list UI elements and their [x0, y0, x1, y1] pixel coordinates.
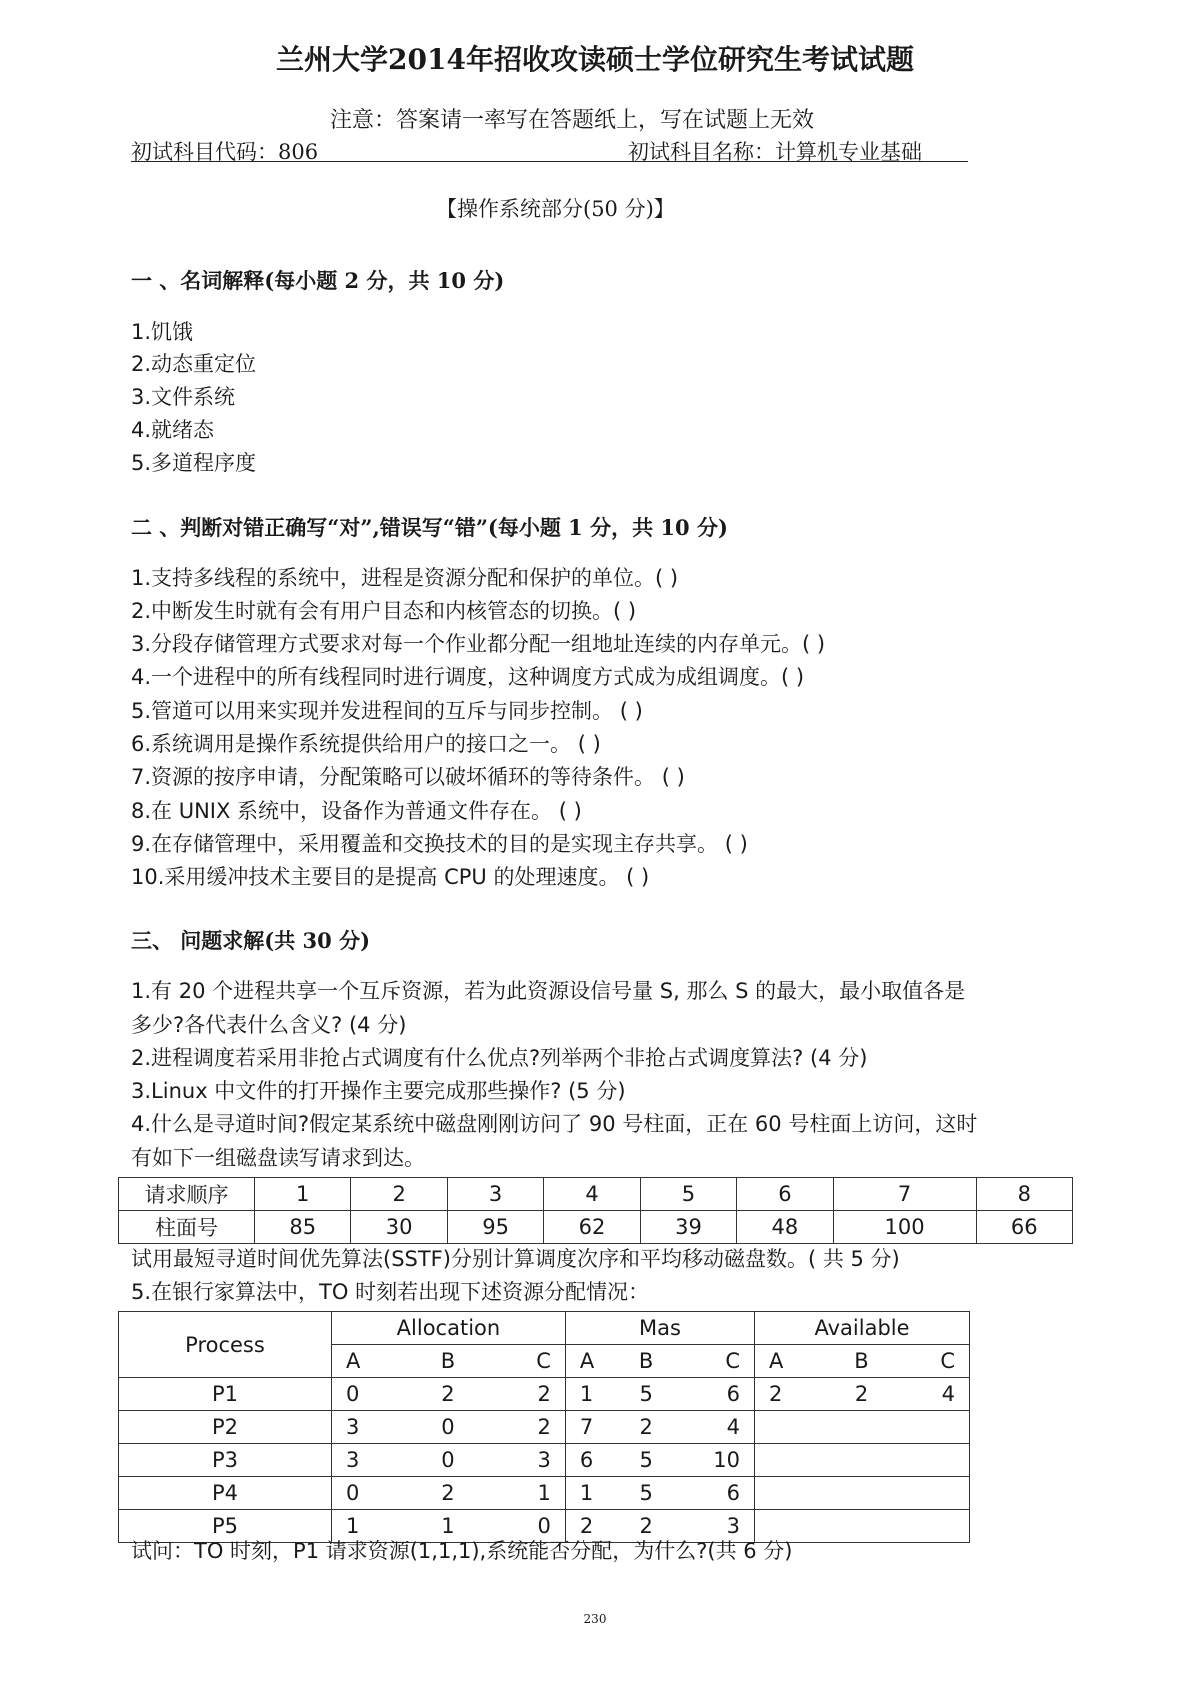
table-cell: 2 [630, 1411, 662, 1444]
exam-title: 兰州大学2014年招收攻读硕士学位研究生考试试题 [276, 43, 914, 76]
empty-cell [755, 1411, 970, 1444]
table-header: B [630, 1345, 662, 1378]
question-text: 5.在银行家算法中，TO 时刻若出现下述资源分配情况： [131, 1280, 650, 1304]
process-cell: P2 [119, 1411, 332, 1444]
table-cell: 6 [662, 1378, 754, 1411]
table-cell: 66 [976, 1211, 1072, 1244]
question-text: 试问：TO 时刻，P1 请求资源(1,1,1),系统能否分配，为什么?(共 6 分) [131, 1539, 793, 1563]
list-item: 2.中断发生时就有会有用户目态和内核管态的切换。( ) [131, 599, 637, 623]
table-cell: 7 [833, 1178, 976, 1211]
table-cell: 2 [755, 1378, 841, 1411]
list-item: 8.在 UNIX 系统中，设备作为普通文件存在。 ( ) [131, 799, 582, 823]
process-cell: P3 [119, 1444, 332, 1477]
table-cell: 48 [737, 1211, 833, 1244]
answer-notice: 注意：答案请一率写在答题纸上，写在试题上无效 [330, 108, 815, 133]
section-heading: 一 、名词解释(每小题 2 分，共 10 分) [131, 268, 505, 293]
table-cell: 0 [471, 1510, 565, 1543]
section-heading: 二 、判断对错正确写“对”,错误写“错”(每小题 1 分，共 10 分) [131, 515, 728, 540]
list-item: 4.就绪态 [131, 418, 215, 442]
process-cell: P5 [119, 1510, 332, 1543]
table-cell: 4 [883, 1378, 970, 1411]
table-cell: 7 [565, 1411, 630, 1444]
table-cell: 95 [447, 1211, 543, 1244]
table-cell: 2 [565, 1510, 630, 1543]
table-row [119, 1378, 970, 1411]
empty-cell [755, 1477, 970, 1510]
table-cell: 6 [565, 1444, 630, 1477]
table-cell: 1 [471, 1477, 565, 1510]
table-cell: 5 [630, 1477, 662, 1510]
table-header: Mas [565, 1312, 754, 1345]
table-cell: 4 [544, 1178, 640, 1211]
list-item: 3.文件系统 [131, 385, 236, 409]
list-item: 9.在存储管理中，采用覆盖和交换技术的目的是实现主存共享。 ( ) [131, 832, 748, 856]
table-cell: 8 [976, 1178, 1072, 1211]
question-text: 试用最短寻道时间优先算法(SSTF)分别计算调度次序和平均移动磁盘数。( 共 5 分) [131, 1247, 900, 1271]
table-cell: 2 [351, 1178, 447, 1211]
process-cell: P1 [119, 1378, 332, 1411]
table-cell: 0 [332, 1477, 425, 1510]
list-item: 4.一个进程中的所有线程同时进行调度，这种调度方式成为成组调度。( ) [131, 665, 805, 689]
list-item: 10.采用缓冲技术主要目的是提高 CPU 的处理速度。 ( ) [131, 865, 650, 889]
page-number: 230 [583, 1612, 607, 1626]
table-cell: 30 [351, 1211, 447, 1244]
subject-code: 初试科目代码：806 [131, 140, 319, 164]
table-cell: 2 [425, 1477, 472, 1510]
table-cell: 3 [662, 1510, 754, 1543]
table-row [119, 1211, 1073, 1244]
bankers-table [118, 1311, 970, 1543]
table-cell: 3 [471, 1444, 565, 1477]
table-header: C [471, 1345, 565, 1378]
part-title: 【操作系统部分(50 分)】 [436, 197, 675, 221]
table-cell: 2 [840, 1378, 883, 1411]
table-cell: 2 [471, 1378, 565, 1411]
list-item: 5.管道可以用来实现并发进程间的互斥与同步控制。 ( ) [131, 699, 643, 723]
table-header: A [565, 1345, 630, 1378]
table-cell: 6 [737, 1178, 833, 1211]
table-header: Allocation [332, 1312, 566, 1345]
table-cell: 6 [662, 1477, 754, 1510]
table-header: Process [119, 1312, 332, 1378]
table-cell: 3 [447, 1178, 543, 1211]
table-cell: 1 [332, 1510, 425, 1543]
table-cell: 5 [630, 1378, 662, 1411]
list-item: 1.支持多线程的系统中，进程是资源分配和保护的单位。( ) [131, 566, 679, 590]
table-cell: 4 [662, 1411, 754, 1444]
section-heading: 三、 问题求解(共 30 分) [131, 928, 371, 953]
table-cell: 1 [255, 1178, 351, 1211]
table-cell: 5 [630, 1444, 662, 1477]
question-text: 多少?各代表什么含义? (4 分) [131, 1013, 407, 1037]
table-header: B [425, 1345, 472, 1378]
table-cell: 0 [332, 1378, 425, 1411]
table-header: C [662, 1345, 754, 1378]
process-cell: P4 [119, 1477, 332, 1510]
table-cell: 柱面号 [119, 1211, 255, 1244]
table-cell: 3 [332, 1444, 425, 1477]
list-item: 2.动态重定位 [131, 352, 257, 376]
table-cell: 10 [662, 1444, 754, 1477]
table-cell: 2 [630, 1510, 662, 1543]
list-item: 6.系统调用是操作系统提供给用户的接口之一。 ( ) [131, 732, 601, 756]
list-item: 3.分段存储管理方式要求对每一个作业都分配一组地址连续的内存单元。( ) [131, 632, 826, 656]
empty-cell [755, 1444, 970, 1477]
question-text: 有如下一组磁盘读写请求到达。 [131, 1146, 425, 1170]
table-row [119, 1411, 970, 1444]
list-item: 7.资源的按序申请，分配策略可以破坏循环的等待条件。 ( ) [131, 765, 685, 789]
subject-name: 初试科目名称：计算机专业基础 [628, 140, 922, 164]
table-header: B [840, 1345, 883, 1378]
table-header: A [755, 1345, 841, 1378]
table-cell: 0 [425, 1444, 472, 1477]
table-row [119, 1444, 970, 1477]
list-item: 1.饥饿 [131, 320, 194, 344]
disk-request-table [118, 1177, 1073, 1244]
table-cell: 1 [425, 1510, 472, 1543]
table-row [119, 1178, 1073, 1211]
table-cell: 5 [640, 1178, 736, 1211]
table-cell: 85 [255, 1211, 351, 1244]
table-cell: 100 [833, 1211, 976, 1244]
table-cell: 39 [640, 1211, 736, 1244]
list-item: 5.多道程序度 [131, 451, 257, 475]
table-cell: 2 [425, 1378, 472, 1411]
table-cell: 2 [471, 1411, 565, 1444]
table-cell: 1 [565, 1378, 630, 1411]
table-row [119, 1312, 970, 1345]
table-header: A [332, 1345, 425, 1378]
question-text: 2.进程调度若采用非抢占式调度有什么优点?列举两个非抢占式调度算法? (4 分) [131, 1046, 868, 1070]
table-header: Available [755, 1312, 970, 1345]
question-text: 1.有 20 个进程共享一个互斥资源，若为此资源设信号量 S, 那么 S 的最大，最小取值各是 [131, 979, 966, 1003]
table-cell: 请求顺序 [119, 1178, 255, 1211]
table-cell: 1 [565, 1477, 630, 1510]
table-cell: 62 [544, 1211, 640, 1244]
table-cell: 3 [332, 1411, 425, 1444]
question-text: 4.什么是寻道时间?假定某系统中磁盘刚刚访问了 90 号柱面，正在 60 号柱面上访问，这时 [131, 1112, 978, 1136]
table-row [119, 1477, 970, 1510]
table-header: C [883, 1345, 970, 1378]
question-text: 3.Linux 中文件的打开操作主要完成那些操作? (5 分) [131, 1079, 626, 1103]
table-cell: 0 [425, 1411, 472, 1444]
